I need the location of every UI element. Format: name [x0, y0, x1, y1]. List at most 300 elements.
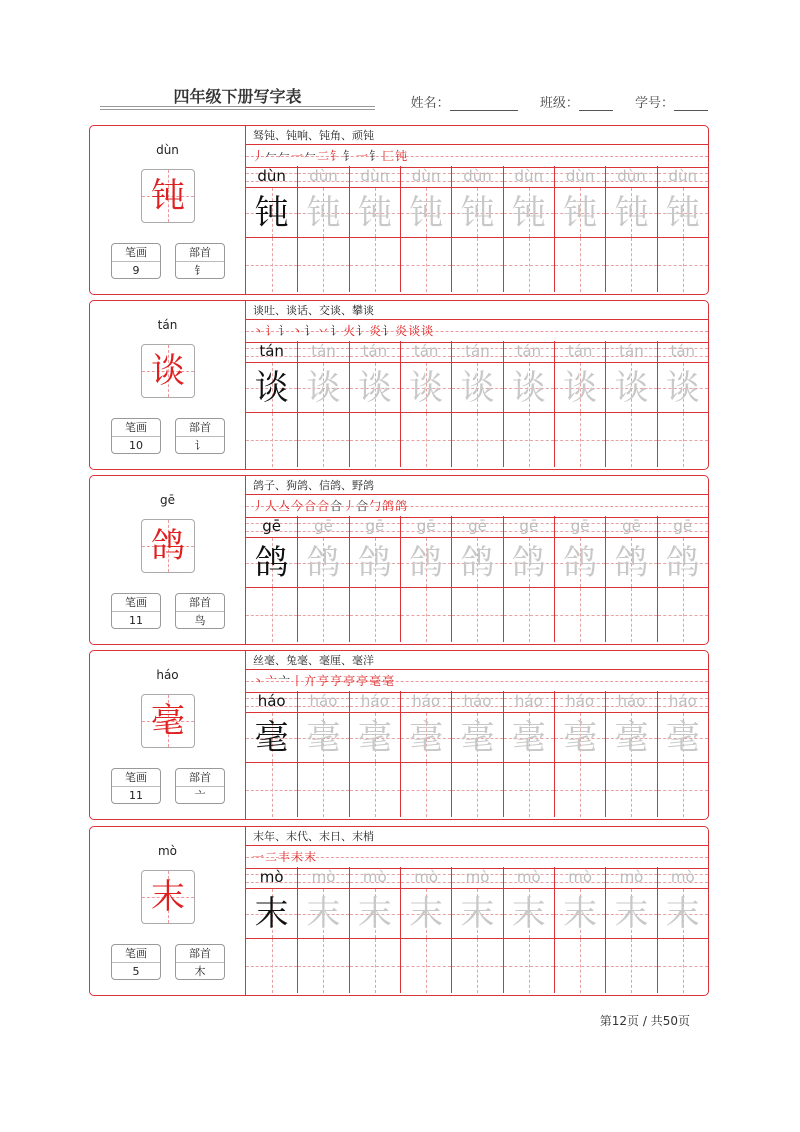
pinyin-cell[interactable] — [605, 341, 656, 363]
stroke-step: 亠 — [265, 674, 279, 688]
empty-practice-cell[interactable] — [349, 413, 400, 467]
empty-practice-cell[interactable] — [657, 763, 708, 817]
character-card — [89, 300, 709, 470]
character-cell[interactable] — [503, 889, 554, 939]
pinyin-text: mò — [311, 868, 336, 886]
character-pinyin: gē — [160, 493, 175, 507]
character-box — [141, 870, 195, 924]
character-cell[interactable] — [246, 188, 297, 238]
radical-box — [175, 768, 225, 804]
empty-practice-cell[interactable] — [554, 763, 605, 817]
character-cell[interactable] — [451, 889, 502, 939]
pinyin-cell[interactable] — [451, 516, 502, 538]
empty-practice-cell[interactable] — [554, 939, 605, 993]
stroke-step: 丶 — [252, 324, 266, 338]
empty-practice-cell[interactable] — [503, 238, 554, 292]
pinyin-cell[interactable] — [349, 341, 400, 363]
character-cell[interactable] — [400, 363, 451, 413]
character-summary — [90, 651, 246, 819]
stroke-step: 丿 — [252, 499, 266, 513]
character-cell[interactable] — [349, 713, 400, 763]
character-cell[interactable] — [400, 713, 451, 763]
empty-practice-cell[interactable] — [400, 588, 451, 642]
character-text: 钝 — [306, 193, 341, 233]
pinyin-cell[interactable] — [246, 516, 297, 538]
empty-practice-cell[interactable] — [349, 939, 400, 993]
pinyin-text: tán — [259, 342, 284, 360]
pinyin-cell[interactable] — [297, 341, 348, 363]
stroke-count-value: 9 — [132, 264, 140, 277]
character-cell[interactable] — [554, 188, 605, 238]
character-text: 谈 — [614, 368, 649, 408]
pinyin-cell[interactable] — [297, 516, 348, 538]
character-text: 毫 — [665, 718, 700, 758]
title-underline-second — [100, 109, 375, 110]
page-title: 四年级下册写字表 — [173, 87, 302, 106]
radical-box — [175, 243, 225, 279]
pinyin-cell[interactable] — [349, 166, 400, 188]
character-text: 毫 — [563, 718, 598, 758]
stroke-order-row — [246, 144, 708, 168]
pinyin-cell[interactable] — [246, 341, 297, 363]
character-text: 谈 — [563, 368, 598, 408]
pinyin-cell[interactable] — [503, 867, 554, 889]
stroke-step: 钅 — [330, 149, 344, 163]
character-text: 谈 — [460, 368, 495, 408]
empty-practice-cell[interactable] — [297, 413, 348, 467]
empty-practice-cell[interactable] — [503, 588, 554, 642]
character-cell[interactable] — [503, 713, 554, 763]
pinyin-cell[interactable] — [400, 691, 451, 713]
pinyin-text: gē — [519, 517, 539, 535]
pinyin-text: háo — [412, 692, 441, 710]
character-box — [141, 694, 195, 748]
pinyin-text: háo — [668, 692, 697, 710]
character-text: 谈 — [254, 368, 289, 408]
character-text: 鸽 — [511, 543, 546, 583]
stroke-step: � — [265, 149, 279, 163]
pinyin-cell[interactable] — [451, 341, 502, 363]
character-text: 末 — [254, 894, 289, 934]
pinyin-cell[interactable] — [451, 691, 502, 713]
stroke-step: 合丿 — [330, 499, 357, 513]
pinyin-cell[interactable] — [297, 691, 348, 713]
pinyin-text: háo — [566, 692, 595, 710]
class-label: 班级： — [539, 96, 579, 111]
stroke-order-row — [246, 319, 708, 343]
character-cell[interactable] — [657, 538, 708, 588]
stroke-order-sequence — [252, 846, 317, 868]
radical-value: 亠 — [194, 789, 206, 802]
empty-practice-cell[interactable] — [605, 763, 656, 817]
practice-area — [246, 476, 708, 644]
empty-practice-cell[interactable] — [297, 238, 348, 292]
stroke-step: 𠂉二 — [304, 149, 331, 163]
character-cell[interactable] — [554, 538, 605, 588]
character-card — [89, 650, 709, 820]
character-text: 末 — [306, 894, 341, 934]
pinyin-cell[interactable] — [297, 166, 348, 188]
pinyin-cell[interactable] — [554, 867, 605, 889]
example-words: 驽钝、钝响、钝角、顽钝 — [253, 129, 374, 142]
pinyin-cell[interactable] — [246, 166, 297, 188]
empty-practice-cell[interactable] — [451, 238, 502, 292]
pinyin-text: dùn — [617, 167, 646, 185]
stroke-count-value: 5 — [132, 965, 140, 978]
empty-practice-cell[interactable] — [554, 238, 605, 292]
character-cell[interactable] — [503, 363, 554, 413]
character-cell[interactable] — [297, 363, 348, 413]
pinyin-cell[interactable] — [349, 867, 400, 889]
stroke-count-value: 10 — [129, 439, 143, 452]
empty-practice-cell[interactable] — [451, 588, 502, 642]
character-text: 钝 — [614, 193, 649, 233]
character-cell[interactable] — [605, 889, 656, 939]
stroke-order-sequence — [252, 320, 434, 342]
pinyin-text: dùn — [360, 167, 390, 185]
empty-practice-cell[interactable] — [554, 588, 605, 642]
character-cell[interactable] — [297, 713, 348, 763]
empty-practice-cell[interactable] — [349, 588, 400, 642]
pinyin-cell[interactable] — [657, 516, 708, 538]
empty-practice-cell[interactable] — [657, 413, 708, 467]
stroke-step: 人 — [265, 499, 279, 513]
practice-grid — [246, 341, 708, 469]
stroke-count-box — [111, 768, 161, 804]
title-underline — [100, 106, 375, 107]
stroke-step: 末 — [291, 850, 305, 864]
pinyin-text: gē — [468, 517, 487, 535]
character-text: 末 — [357, 894, 392, 934]
character-text: 末 — [409, 894, 444, 934]
radical-label: 部首 — [176, 419, 224, 437]
pinyin-cell[interactable] — [605, 516, 656, 538]
character-cell[interactable] — [554, 363, 605, 413]
practice-area — [246, 126, 708, 294]
page-number: 第12页 / 共50页 — [599, 1014, 690, 1028]
character-cell[interactable] — [246, 538, 297, 588]
empty-practice-cell[interactable] — [657, 588, 708, 642]
pinyin-cell[interactable] — [400, 867, 451, 889]
character-text: 末 — [563, 894, 598, 934]
pinyin-cell[interactable] — [554, 341, 605, 363]
character-cell[interactable] — [605, 363, 656, 413]
pinyin-cell[interactable] — [297, 867, 348, 889]
stroke-step: 丿 — [252, 149, 266, 163]
character-glyph: 谈 — [151, 351, 185, 391]
id-field[interactable] — [674, 96, 708, 111]
character-cell[interactable] — [297, 188, 348, 238]
pinyin-text: dùn — [565, 167, 595, 185]
character-cell[interactable] — [246, 363, 297, 413]
empty-practice-cell[interactable] — [554, 413, 605, 467]
pinyin-cell[interactable] — [657, 341, 708, 363]
character-text: 谈 — [306, 368, 341, 408]
practice-area — [246, 651, 708, 819]
character-text: 钝 — [254, 193, 289, 233]
stroke-step: 亨 — [317, 674, 331, 688]
empty-practice-cell[interactable] — [605, 939, 656, 993]
radical-box — [175, 418, 225, 454]
character-cell[interactable] — [657, 188, 708, 238]
pinyin-cell[interactable] — [400, 516, 451, 538]
empty-practice-cell[interactable] — [657, 939, 708, 993]
character-cell[interactable] — [605, 538, 656, 588]
radical-box — [175, 944, 225, 980]
character-text: 毫 — [511, 718, 546, 758]
character-text: 钝 — [665, 193, 700, 233]
radical-label: 部首 — [176, 244, 224, 262]
pinyin-text: tán — [413, 342, 439, 360]
stroke-step: 合勹 — [356, 499, 383, 513]
pinyin-cell[interactable] — [503, 691, 554, 713]
character-text: 毫 — [357, 718, 392, 758]
character-cell[interactable] — [349, 889, 400, 939]
empty-practice-cell[interactable] — [297, 588, 348, 642]
stroke-step: 合 — [304, 499, 318, 513]
character-box — [141, 519, 195, 573]
radical-value: 木 — [194, 965, 206, 978]
character-cell[interactable] — [400, 889, 451, 939]
pinyin-text: tán — [362, 342, 388, 360]
pinyin-text: dùn — [257, 167, 286, 185]
pinyin-cell[interactable] — [400, 166, 451, 188]
character-cell[interactable] — [297, 538, 348, 588]
stroke-step: 鸽 — [382, 499, 396, 513]
empty-practice-cell[interactable] — [246, 763, 297, 817]
empty-practice-cell[interactable] — [246, 588, 297, 642]
character-text: 末 — [511, 894, 546, 934]
character-text: 鸽 — [614, 543, 649, 583]
stroke-step: 一 — [252, 850, 266, 864]
pinyin-text: mò — [619, 868, 644, 886]
character-cell[interactable] — [503, 538, 554, 588]
character-card — [89, 475, 709, 645]
stroke-count-value: 11 — [129, 614, 143, 627]
stroke-step: 亨 — [330, 674, 344, 688]
empty-practice-cell[interactable] — [451, 413, 502, 467]
character-text: 谈 — [665, 368, 700, 408]
empty-practice-cell[interactable] — [605, 588, 656, 642]
radical-label: 部首 — [176, 594, 224, 612]
empty-practice-cell[interactable] — [246, 413, 297, 467]
character-cell[interactable] — [451, 538, 502, 588]
pinyin-text: gē — [673, 517, 693, 535]
character-text: 鸽 — [665, 543, 700, 583]
stroke-step: 鸽 — [395, 499, 409, 513]
empty-practice-cell[interactable] — [400, 763, 451, 817]
character-text: 谈 — [409, 368, 444, 408]
pinyin-cell[interactable] — [605, 691, 656, 713]
stroke-step: 谈 — [408, 324, 422, 338]
radical-label: 部首 — [176, 769, 224, 787]
character-pinyin: háo — [156, 668, 179, 682]
character-glyph: 末 — [151, 877, 185, 917]
character-text: 钝 — [460, 193, 495, 233]
name-field[interactable] — [450, 96, 518, 111]
pinyin-cell[interactable] — [554, 691, 605, 713]
empty-practice-cell[interactable] — [297, 763, 348, 817]
pinyin-text: mò — [414, 868, 439, 886]
pinyin-cell[interactable] — [503, 341, 554, 363]
character-cell[interactable] — [297, 889, 348, 939]
character-text: 钝 — [511, 193, 546, 233]
character-card — [89, 125, 709, 295]
pinyin-cell[interactable] — [451, 867, 502, 889]
character-cell[interactable] — [400, 538, 451, 588]
character-cell[interactable] — [451, 713, 502, 763]
pinyin-cell[interactable] — [554, 166, 605, 188]
pinyin-text: dùn — [514, 167, 544, 185]
character-text: 鸽 — [306, 543, 341, 583]
empty-practice-cell[interactable] — [246, 238, 297, 292]
character-text: 钝 — [409, 193, 444, 233]
pinyin-text: háo — [514, 692, 543, 710]
character-cell[interactable] — [554, 713, 605, 763]
pinyin-cell[interactable] — [246, 867, 297, 889]
character-text: 末 — [614, 894, 649, 934]
stroke-step: 亭 — [343, 674, 357, 688]
character-cell[interactable] — [657, 889, 708, 939]
pinyin-text: mò — [516, 868, 541, 886]
stroke-step: 谈 — [421, 324, 435, 338]
stroke-step: 末 — [304, 850, 318, 864]
character-cell[interactable] — [503, 188, 554, 238]
pinyin-cell[interactable] — [657, 691, 708, 713]
stroke-step: 亠丨 — [278, 674, 305, 688]
practice-grid — [246, 691, 708, 819]
stroke-count-box — [111, 944, 161, 980]
stroke-step: 亣 — [304, 674, 318, 688]
stroke-step: 亼 — [278, 499, 292, 513]
character-text: 毫 — [409, 718, 444, 758]
pinyin-cell[interactable] — [605, 166, 656, 188]
character-glyph: 鸽 — [151, 526, 185, 566]
character-pinyin: mò — [157, 844, 178, 858]
character-summary — [90, 476, 246, 644]
empty-practice-cell[interactable] — [400, 939, 451, 993]
empty-practice-cell[interactable] — [400, 238, 451, 292]
empty-practice-cell[interactable] — [503, 763, 554, 817]
stroke-count-label: 笔画 — [112, 769, 160, 787]
pinyin-text: mò — [465, 868, 490, 886]
empty-practice-cell[interactable] — [605, 238, 656, 292]
pinyin-cell[interactable] — [503, 166, 554, 188]
character-text: 末 — [460, 894, 495, 934]
pinyin-text: háo — [360, 692, 389, 710]
character-text: 鸽 — [357, 543, 392, 583]
character-cell[interactable] — [246, 889, 297, 939]
character-pinyin: dùn — [156, 143, 179, 157]
character-text: 毫 — [254, 718, 289, 758]
stroke-step: 毫 — [382, 674, 396, 688]
character-pinyin: tán — [157, 318, 178, 332]
pinyin-text: háo — [257, 692, 286, 710]
stroke-step: 钝 — [395, 149, 409, 163]
stroke-step: 讠火 — [330, 324, 357, 338]
name-label: 姓名： — [410, 96, 450, 111]
practice-area — [246, 301, 708, 469]
practice-grid — [246, 867, 708, 995]
stroke-step: 二 — [265, 850, 279, 864]
pinyin-text: mò — [568, 868, 593, 886]
empty-practice-cell[interactable] — [605, 413, 656, 467]
character-box — [141, 344, 195, 398]
empty-practice-cell[interactable] — [400, 413, 451, 467]
character-cell[interactable] — [349, 363, 400, 413]
pinyin-text: dùn — [309, 167, 338, 185]
stroke-step: 钅匚 — [369, 149, 396, 163]
radical-value: 钅 — [194, 264, 206, 277]
character-summary — [90, 827, 246, 995]
stroke-step: 钅一 — [343, 149, 370, 163]
pinyin-cell[interactable] — [246, 691, 297, 713]
empty-practice-cell[interactable] — [349, 763, 400, 817]
character-box — [141, 169, 195, 223]
character-glyph: 钝 — [151, 176, 185, 216]
stroke-step: 丰 — [278, 850, 292, 864]
character-cell[interactable] — [605, 713, 656, 763]
character-text: 鸽 — [563, 543, 598, 583]
radical-label: 部首 — [176, 945, 224, 963]
character-cell[interactable] — [349, 538, 400, 588]
pinyin-text: tán — [567, 342, 593, 360]
empty-practice-cell[interactable] — [246, 939, 297, 993]
empty-practice-cell[interactable] — [503, 413, 554, 467]
empty-practice-cell[interactable] — [297, 939, 348, 993]
pinyin-cell[interactable] — [349, 691, 400, 713]
pinyin-text: tán — [311, 342, 336, 360]
empty-practice-cell[interactable] — [451, 763, 502, 817]
character-cell[interactable] — [451, 363, 502, 413]
character-cell[interactable] — [657, 713, 708, 763]
id-label: 学号： — [634, 96, 674, 111]
character-cell[interactable] — [605, 188, 656, 238]
character-cell[interactable] — [657, 363, 708, 413]
stroke-step: 今 — [291, 499, 305, 513]
empty-practice-cell[interactable] — [657, 238, 708, 292]
character-text: 谈 — [357, 368, 392, 408]
pinyin-cell[interactable] — [451, 166, 502, 188]
pinyin-cell[interactable] — [657, 867, 708, 889]
character-cell[interactable] — [554, 889, 605, 939]
pinyin-cell[interactable] — [349, 516, 400, 538]
practice-area — [246, 827, 708, 995]
pinyin-text: gē — [570, 517, 590, 535]
character-cell[interactable] — [246, 713, 297, 763]
stroke-count-label: 笔画 — [112, 244, 160, 262]
pinyin-cell[interactable] — [605, 867, 656, 889]
empty-practice-cell[interactable] — [451, 939, 502, 993]
stroke-count-value: 11 — [129, 789, 143, 802]
class-field[interactable] — [579, 96, 613, 111]
character-cell[interactable] — [400, 188, 451, 238]
example-words: 丝毫、兔毫、毫厘、毫洋 — [253, 654, 374, 667]
pinyin-cell[interactable] — [554, 516, 605, 538]
pinyin-cell[interactable] — [503, 516, 554, 538]
pinyin-cell[interactable] — [400, 341, 451, 363]
empty-practice-cell[interactable] — [503, 939, 554, 993]
pinyin-text: dùn — [411, 167, 441, 185]
example-words: 末年、末代、末日、末梢 — [253, 830, 374, 843]
stroke-order-sequence — [252, 495, 408, 517]
character-cell[interactable] — [451, 188, 502, 238]
pinyin-cell[interactable] — [657, 166, 708, 188]
character-cell[interactable] — [349, 188, 400, 238]
empty-practice-cell[interactable] — [349, 238, 400, 292]
character-text: 鸽 — [460, 543, 495, 583]
pinyin-text: gē — [365, 517, 385, 535]
